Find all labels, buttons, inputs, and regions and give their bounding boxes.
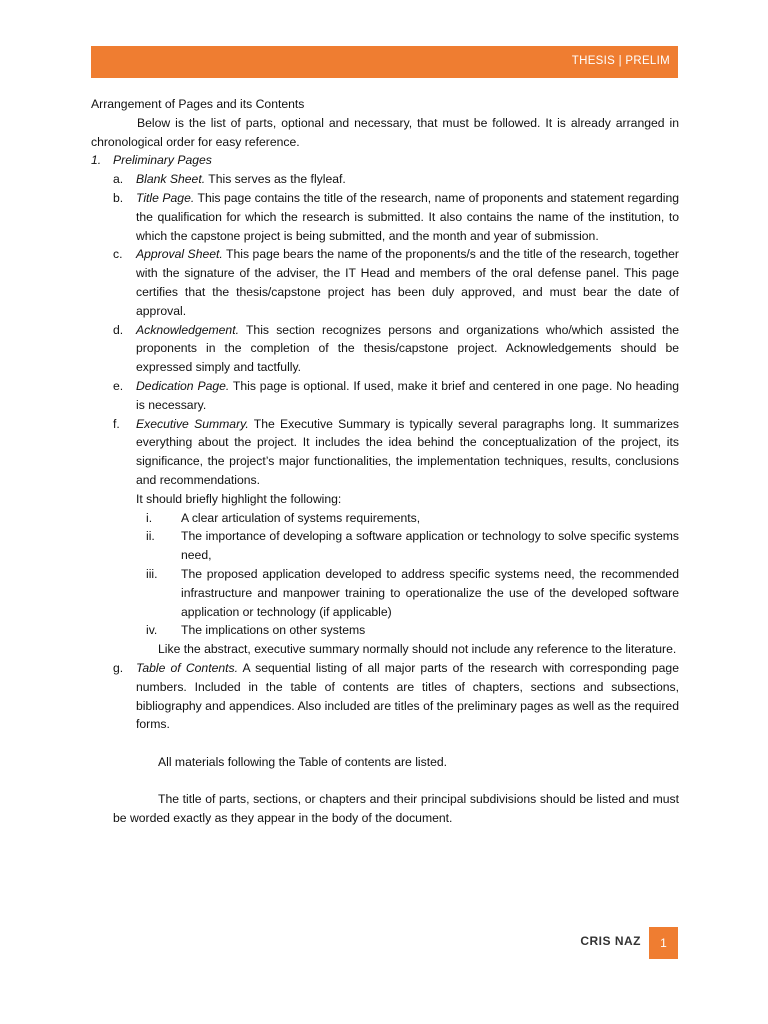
item-term: Acknowledgement.	[136, 322, 239, 337]
subitem-text: The implications on other systems	[181, 623, 366, 638]
item-term: Blank Sheet.	[136, 172, 206, 187]
highlight-intro: It should briefly highlight the following:	[136, 491, 342, 506]
subitem-text: The importance of developing a software application or technology to solve specific systems need,	[181, 529, 679, 563]
subitem-marker: ii.	[146, 529, 155, 544]
abstract-note: Like the abstract, executive summary normally should not include any reference to the literature.	[158, 642, 677, 657]
item-marker: g.	[113, 660, 124, 675]
sublist-item-ii	[91, 527, 679, 565]
item-text: This section recognizes persons and organizations who/which assisted the proponents in the completion of the thesis/capstone project. Acknowledgements should be expressed simply and tactfully.	[136, 322, 679, 375]
sublist-item-iii	[91, 565, 679, 621]
item-text: A sequential listing of all major parts of the research with corresponding page numbers. Included in the table of contents are titles of chapters, sections and subsections, bibliography and appendices. Also included are titles of the preliminary pages as well as the required forms.	[136, 660, 679, 732]
item-marker: a.	[113, 172, 124, 187]
item-term: Approval Sheet.	[136, 247, 223, 262]
item-text: This serves as the flyleaf.	[205, 172, 346, 187]
item-term: Executive Summary.	[136, 416, 249, 431]
list-item-c	[91, 245, 679, 320]
list-item-g	[91, 659, 679, 734]
subitem-marker: iii.	[146, 566, 158, 581]
item-marker: c.	[113, 247, 123, 262]
list-item-a	[91, 170, 679, 189]
document-body	[91, 95, 679, 828]
closing-paragraph: The title of parts, sections, or chapters and their principal subdivisions should be listed and must be worded exactly as they appear in the body of the document.	[113, 792, 679, 826]
page-title: Arrangement of Pages and its Contents	[91, 97, 305, 111]
item-text: This page is optional. If used, make it brief and centered in one page. No heading is necessary.	[136, 378, 679, 412]
section-number: 1.	[91, 153, 102, 168]
subitem-text: A clear articulation of systems requirements,	[181, 510, 421, 525]
sublist-item-i	[91, 509, 679, 528]
item-marker: e.	[113, 378, 124, 393]
item-text: The Executive Summary is typically several paragraphs long. It summarizes everything about the project. It includes the idea behind the conceptualization of the project, its significance, the project’s major functionalities, the implementation techniques, results, conclusions and recommendations.	[136, 416, 679, 487]
header-title: THESIS | PRELIM	[571, 55, 670, 67]
materials-note: All materials following the Table of contents are listed.	[158, 754, 448, 769]
intro-paragraph: Below is the list of parts, optional and necessary, that must be followed. It is already arranged in chronological order for easy reference.	[91, 115, 679, 149]
page-number-box	[649, 927, 678, 959]
subitem-text: The proposed application developed to address specific systems need, the recommended infrastructure and manpower training to operationalize the use of the developed software application or technology (if applicable)	[181, 566, 679, 619]
item-term: Title Page.	[136, 190, 195, 205]
sublist-item-iv	[91, 621, 679, 640]
item-text: This page bears the name of the proponents/s and the title of the research, together with the signature of the adviser, the IT Head and members of the oral defense panel. This page certifies that the thesis/capstone project has been duly approved, and must bear the date of approval.	[136, 247, 679, 318]
subitem-marker: i.	[146, 510, 153, 525]
spacer	[91, 734, 679, 753]
page-number: 1	[660, 936, 667, 950]
item-term: Dedication Page.	[136, 378, 230, 393]
subitem-marker: iv.	[146, 623, 158, 638]
spacer	[91, 772, 679, 791]
list-item-b	[91, 189, 679, 245]
item-text: This page contains the title of the research, name of proponents and statement regarding the qualification for which the research is submitted. It also contains the name of the institution, to which the capstone project is being submitted, and the month and year of submission.	[136, 190, 680, 243]
footer-author: CRIS NAZ	[580, 934, 641, 948]
list-item-d	[91, 321, 679, 377]
header-bar	[91, 46, 678, 78]
list-item-e	[91, 377, 679, 415]
item-term: Table of Contents.	[136, 660, 239, 675]
item-marker: b.	[113, 190, 124, 205]
section-heading	[91, 151, 679, 170]
item-marker: f.	[113, 416, 120, 431]
item-marker: d.	[113, 322, 124, 337]
section-title: Preliminary Pages	[113, 153, 212, 168]
list-item-f	[91, 415, 679, 490]
